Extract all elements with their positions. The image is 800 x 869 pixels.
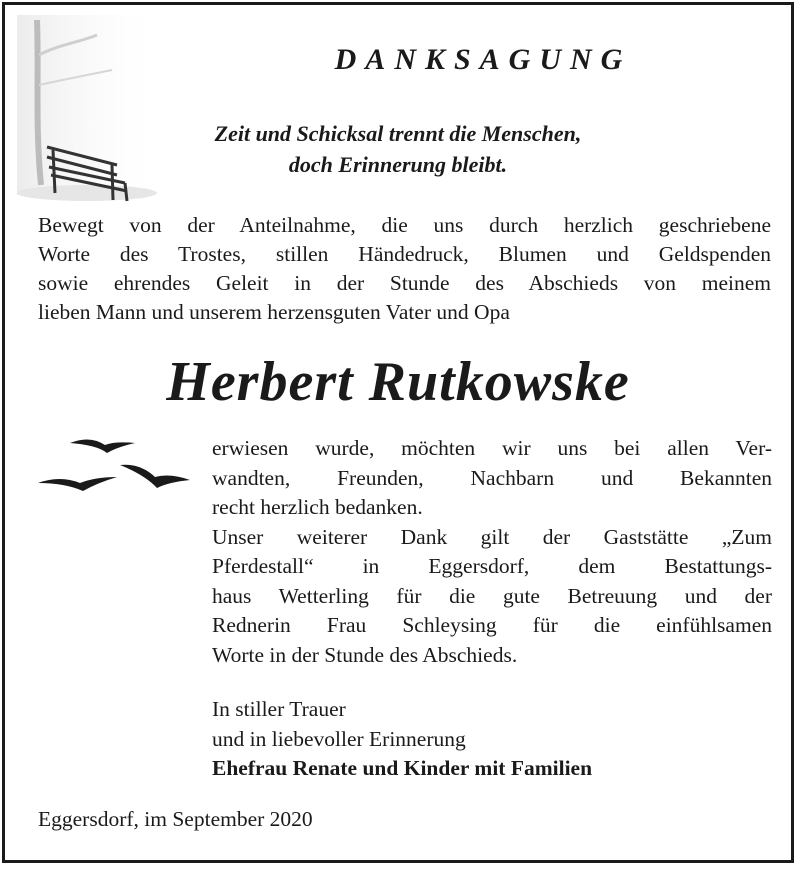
signature: Ehefrau Renate und Kinder mit Familien (212, 756, 593, 780)
intro-paragraph (38, 211, 771, 327)
body-paragraph (212, 434, 772, 670)
intro-line: sowie ehrendes Geleit in der Stunde des Abschieds von meinem (38, 271, 771, 295)
body-line: Rednerin Frau Schleysing für die einfühlsamen (212, 613, 772, 637)
closing-line: In stiller Trauer (212, 697, 346, 721)
body-line: recht herzlich bedanken. (212, 495, 423, 519)
intro-line: Worte des Trostes, stillen Händedruck, Blumen und Geldspenden (38, 242, 771, 266)
body-line: Unser weiterer Dank gilt der Gaststätte „Zum (212, 524, 772, 549)
motto (155, 118, 641, 180)
closing-block (212, 695, 592, 784)
deceased-name: Herbert Rutkowske (166, 351, 630, 413)
motto-line: Zeit und Schicksal trennt die Menschen, (214, 121, 582, 146)
flying-birds-icon (35, 425, 200, 500)
closing-line: und in liebevoller Erinnerung (212, 726, 466, 751)
body-line: haus Wetterling für die gute Betreuung und der (212, 583, 772, 608)
place-date: Eggersdorf, im September 2020 (38, 807, 313, 831)
body-line: Pferdestall“ in Eggersdorf, dem Bestattungs- (212, 554, 772, 578)
heading: DANKSAGUNG (334, 43, 632, 76)
intro-line: lieben Mann und unserem herzensguten Vater und Opa (38, 300, 510, 324)
notice-frame (2, 2, 794, 863)
body-line: wandten, Freunden, Nachbarn und Bekannten (212, 465, 772, 490)
body-line: erwiesen wurde, möchten wir uns bei allen Ver- (212, 436, 772, 460)
motto-line: doch Erinnerung bleibt. (288, 152, 508, 177)
intro-line: Bewegt von der Anteilnahme, die uns durch herzlich geschriebene (38, 213, 771, 237)
body-line: Worte in der Stunde des Abschieds. (212, 642, 518, 667)
